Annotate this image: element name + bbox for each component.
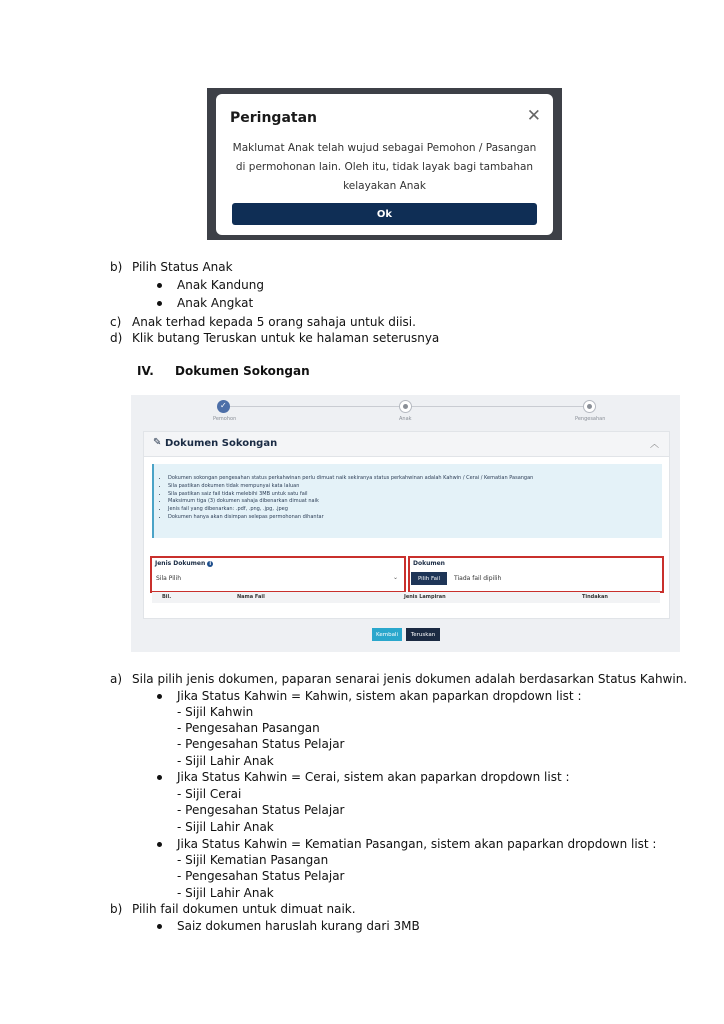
- list-item: - Sijil Lahir Anak: [177, 820, 274, 834]
- list-marker-b2: b): [110, 902, 123, 916]
- jenis-dokumen-instruction: Sila pilih jenis dokumen, paparan senarai jenis dokumen adalah berdasarkan Status Kahwin.: [132, 672, 688, 686]
- bullet-icon: [157, 301, 162, 306]
- info-item: • Dokumen sokongan pengesahan status perkahwinan perlu dimuat naik sekiranya status perkahwinan adalah Kahwin / Cerai / Kematian Pasangan: [168, 475, 533, 483]
- list-marker-c: c): [110, 315, 122, 329]
- bullet-icon: [157, 283, 162, 288]
- dokumen-label: Dokumen: [413, 560, 445, 567]
- dokumen-card: [143, 431, 670, 619]
- step-label-pengesahan: Pengesahan: [575, 416, 606, 422]
- anak-limit-text: Anak terhad kepada 5 orang sahaja untuk diisi.: [132, 315, 416, 329]
- dialog-message: Maklumat Anak telah wujud sebagai Pemohon / Pasangan di permohonan lain. Oleh itu, tidak layak bagi tambahan kelayakan Anak: [232, 142, 537, 192]
- chevron-down-icon[interactable]: ⌄: [392, 574, 398, 581]
- list-marker-d: d): [110, 331, 123, 345]
- stepper-line: [229, 406, 405, 407]
- group-kahwin-title: Jika Status Kahwin = Kahwin, sistem akan paparkan dropdown list :: [177, 689, 582, 703]
- list-item: - Pengesahan Status Pelajar: [177, 737, 345, 751]
- list-marker-b: b): [110, 260, 123, 274]
- list-item: - Pengesahan Status Pelajar: [177, 803, 345, 817]
- heading-number: IV.: [137, 364, 154, 378]
- jenis-dokumen-label: [155, 560, 213, 567]
- bullet-icon: [157, 775, 162, 780]
- jenis-dokumen-field: [150, 556, 406, 593]
- dokumen-sokongan-screenshot: [131, 395, 680, 652]
- group-cerai-title: Jika Status Kahwin = Cerai, sistem akan paparkan dropdown list :: [177, 770, 570, 784]
- stepper-line: [411, 406, 589, 407]
- list-item: - Sijil Kematian Pasangan: [177, 853, 329, 867]
- step-anak-dot-icon[interactable]: [399, 400, 412, 413]
- th-tindakan: Tindakan: [582, 594, 608, 600]
- info-item: • Jenis fail yang dibenarkan: .pdf, .png, .jpg, .jpeg: [168, 506, 533, 514]
- teruskan-button[interactable]: Teruskan: [406, 628, 440, 641]
- kembali-button[interactable]: Kembali: [372, 628, 402, 641]
- step-label-anak: Anak: [399, 416, 412, 422]
- step-pemohon-check-icon[interactable]: ✓: [217, 400, 230, 413]
- pilih-fail-instruction: Pilih fail dokumen untuk dimuat naik.: [132, 902, 356, 916]
- list-item: - Pengesahan Pasangan: [177, 721, 320, 735]
- jenis-dokumen-label-text: Jenis Dokumen: [155, 560, 206, 567]
- close-icon[interactable]: ✕: [526, 106, 541, 126]
- group-kematian-title: Jika Status Kahwin = Kematian Pasangan, sistem akan paparkan dropdown list :: [177, 837, 657, 851]
- info-item: • Maksimum tiga (3) dokumen sahaja dibenarkan dimuat naik: [168, 498, 533, 506]
- table-header: [152, 592, 660, 603]
- dokumen-field: [408, 556, 664, 593]
- step-pengesahan-dot-icon[interactable]: [583, 400, 596, 413]
- dialog-title: Peringatan: [230, 110, 318, 126]
- bullet-icon: [157, 924, 162, 929]
- warning-dialog-screenshot: [207, 88, 562, 240]
- ok-button[interactable]: Ok: [232, 203, 537, 225]
- card-title: Dokumen Sokongan: [165, 438, 278, 449]
- heading-title: Dokumen Sokongan: [175, 364, 310, 378]
- list-marker-a: a): [110, 672, 123, 686]
- info-icon[interactable]: i: [207, 561, 213, 567]
- info-item: • Dokumen hanya akan disimpan selepas permohonan dihantar: [168, 514, 533, 522]
- no-file-text: Tiada fail dipilih: [454, 575, 502, 582]
- card-header[interactable]: [144, 432, 669, 457]
- th-nama-fail: Nama Fail: [237, 594, 265, 600]
- step-label-pemohon: Pemohon: [213, 416, 237, 422]
- info-item: • Sila pastikan dokumen tidak mempunyai kata laluan: [168, 483, 533, 491]
- list-item: - Sijil Cerai: [177, 787, 242, 801]
- info-box: [152, 464, 662, 538]
- list-item: - Sijil Kahwin: [177, 705, 254, 719]
- warning-dialog: [216, 94, 553, 235]
- th-bil: Bil.: [162, 594, 172, 600]
- chevron-up-icon[interactable]: ︿: [649, 440, 659, 450]
- bullet-anak-kandung: Anak Kandung: [177, 278, 264, 292]
- list-item: - Sijil Lahir Anak: [177, 886, 274, 900]
- list-item: - Sijil Lahir Anak: [177, 754, 274, 768]
- pencil-icon: ✎: [153, 437, 162, 448]
- teruskan-instruction-text: Klik butang Teruskan untuk ke halaman seterusnya: [132, 331, 440, 345]
- th-jenis-lampiran: Jenis Lampiran: [404, 594, 446, 600]
- bullet-icon: [157, 694, 162, 699]
- status-anak-text: Pilih Status Anak: [132, 260, 233, 274]
- info-list: [154, 475, 533, 522]
- bullet-anak-angkat: Anak Angkat: [177, 296, 254, 310]
- list-item: - Pengesahan Status Pelajar: [177, 869, 345, 883]
- pilih-fail-button[interactable]: Pilih Fail: [411, 572, 447, 585]
- select-value: Sila Pilih: [156, 575, 182, 582]
- info-item: • Sila pastikan saiz fail tidak melebihi 3MB untuk satu fail: [168, 491, 533, 499]
- saiz-dokumen-note: Saiz dokumen haruslah kurang dari 3MB: [177, 919, 420, 933]
- bullet-icon: [157, 842, 162, 847]
